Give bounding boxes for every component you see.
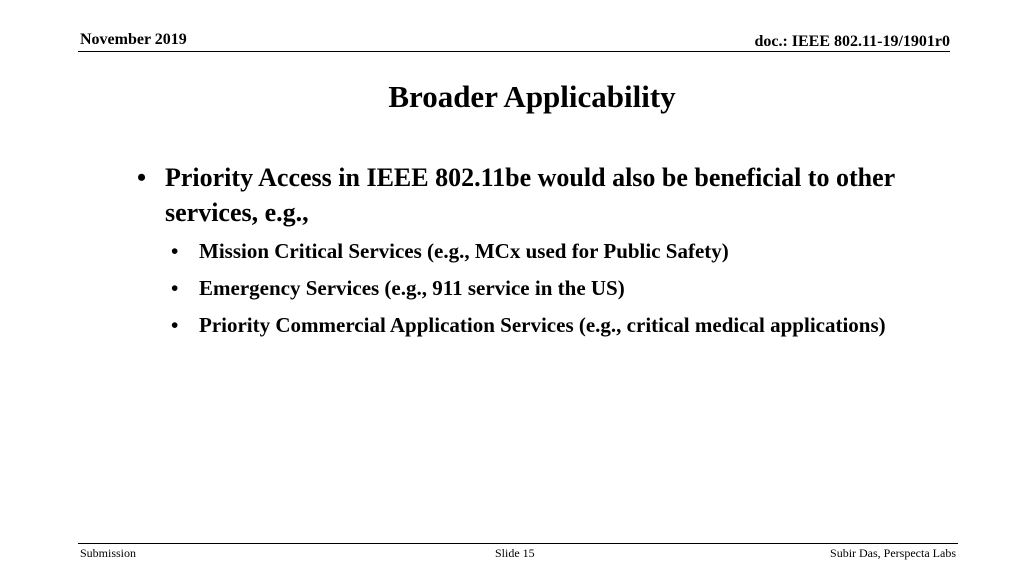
slide-content (137, 160, 927, 347)
header-date: November 2019 (80, 31, 187, 48)
header-divider (78, 51, 950, 52)
footer-author: Subir Das, Perspecta Labs (830, 546, 956, 560)
bullet-item (137, 160, 927, 230)
footer-slide-number: Slide 15 (495, 546, 535, 560)
sub-bullet-icon: • (171, 239, 179, 263)
sub-bullet-item (137, 273, 927, 303)
footer-divider (78, 543, 958, 544)
sub-bullet-icon: • (171, 313, 179, 337)
sub-bullet-text: Emergency Services (e.g., 911 service in the US) (199, 276, 625, 300)
sub-bullet-text: Mission Critical Services (e.g., MCx used for Public Safety) (199, 239, 729, 263)
header-doc-id: doc.: IEEE 802.11-19/1901r0 (754, 33, 950, 50)
bullet-text: Priority Access in IEEE 802.11be would also be beneficial to other services, e.g., (165, 163, 895, 227)
footer-submission: Submission (80, 546, 137, 560)
bullet-icon: • (137, 163, 147, 192)
slide-title: Broader Applicability (388, 79, 676, 114)
sub-bullet-text: Priority Commercial Application Services (e.g., critical medical applications) (199, 313, 886, 337)
sub-bullet-icon: • (171, 276, 179, 300)
sub-bullet-item (137, 236, 927, 266)
sub-bullet-list (137, 236, 927, 340)
sub-bullet-item (137, 310, 927, 340)
